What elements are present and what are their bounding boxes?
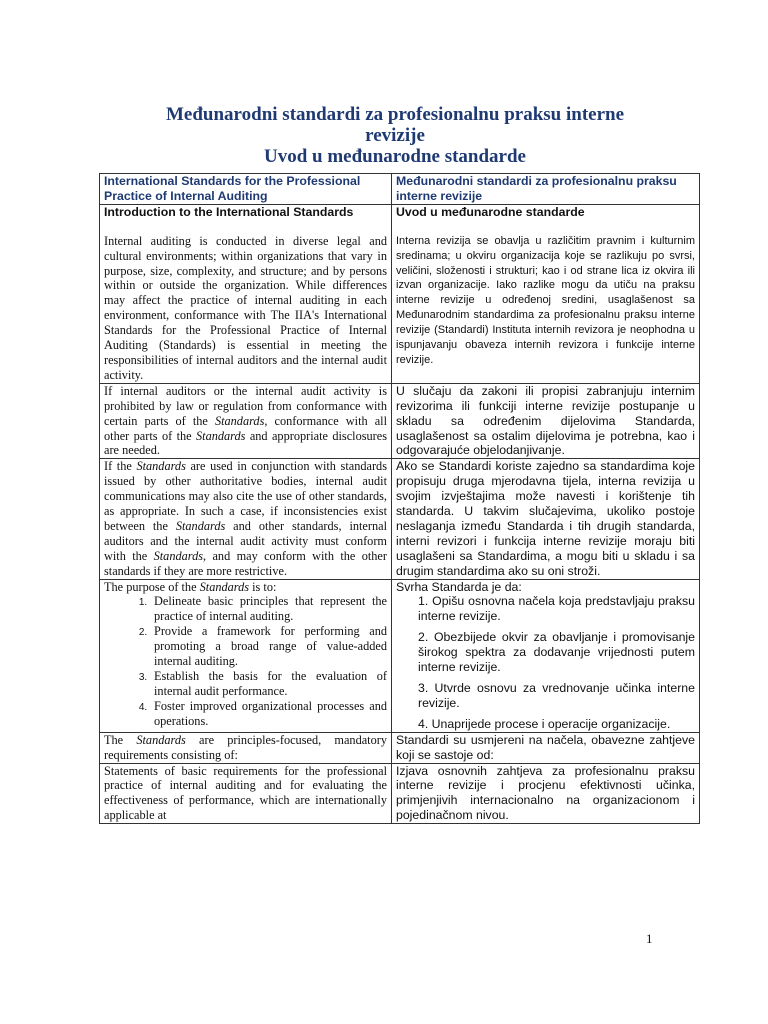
page-number: 1 <box>646 931 653 946</box>
standards-term: Standards <box>153 548 204 563</box>
principles-english <box>100 732 392 763</box>
table-row <box>100 383 700 459</box>
header-bosnian: Međunarodni standardi za profesionalnu praksu interne revizije <box>392 174 700 205</box>
purpose-intro-bosnian: Svrha Standarda je da: <box>396 579 522 594</box>
list-item: 4. Foster improved organizational processes and operations. <box>150 699 387 729</box>
purpose-intro-english <box>104 580 387 595</box>
title-line-3: Uvod u međunarodne standarde <box>263 146 526 167</box>
subheader-english-text: Introduction to the International Standards <box>104 204 354 219</box>
text-run: are used in conjunction with standards issued by other authoritative bodies, internal audit communications may also cite the use of other standards, as appropriate. In such a case, if inconsistencies exist between the <box>104 459 387 533</box>
intro-english: Internal auditing is conducted in diverse legal and cultural environments; within organizations that vary in purpose, size, complexity, and structure; and by persons within or outside the organization. While differences may affect the practice of internal auditing in each environment, conformance with The IIA's International Standards for the Professional Practice of Internal Auditing (Standards) is essential in meeting the responsibilities of internal auditors and the internal audit activity. <box>104 233 387 382</box>
text-run: , and may conform with the other standards if they are more restrictive. <box>104 548 387 578</box>
standards-term: Standards <box>196 428 246 443</box>
table-header-row <box>100 174 700 205</box>
purpose-list-english <box>104 594 387 728</box>
text-run: The <box>104 732 137 747</box>
table-row <box>100 204 700 383</box>
header-english: International Standards for the Professional Practice of Internal Auditing <box>100 174 392 205</box>
list-item: 1. Delineate basic principles that represent the practice of internal auditing. <box>150 594 387 624</box>
subheader-english <box>100 204 392 383</box>
subheader-bosnian <box>392 204 700 383</box>
text-run: are principles-focused, mandatory requirements consisting of: <box>104 732 387 762</box>
document-title <box>100 104 690 167</box>
list-item: 2. Obezbijede okvir za obavljanje i promovisanje širokog spektra za dodavanje vrijednosti putem interne revizije. <box>418 630 695 675</box>
list-item: 3. Establish the basis for the evaluation of internal audit performance. <box>150 669 387 699</box>
table-row <box>100 732 700 763</box>
intro-bosnian: Interna revizija se obavlja u različitim pravnim i kulturnim sredinama; u okviru organizacija koje se razlikuju po svrsi, veličini, složenosti i strukturi; kao i od strane lica iz okvira ili izvan organizacije. Iako razlike mogu da utiču na praksu interne revizije u određenoj sredini, usaglašenost sa Međunarodnim standardima za profesionalnu praksu interne revizije (Standardi) Instituta internih revizora je neophodna u ispunjavanju obaveza internih revizora i funkcije interne revizije. <box>396 234 695 366</box>
purpose-english <box>100 579 392 732</box>
purpose-bosnian <box>392 579 700 732</box>
conjunction-english <box>100 459 392 579</box>
text-run: If the <box>104 459 137 474</box>
list-item: 1. Opišu osnovna načela koja predstavljaju praksu interne revizije. <box>418 594 695 624</box>
text-run: The purpose of the <box>104 579 200 594</box>
table-row <box>100 459 700 579</box>
table-row <box>100 763 700 824</box>
subheader-bosnian-text: Uvod u međunarodne standarde <box>396 204 585 219</box>
prohibited-english <box>100 383 392 459</box>
title-line-1: Međunarodni standardi za profesionalnu praksu interne <box>165 104 625 125</box>
text-run: and appropriate disclosures are needed. <box>104 428 388 458</box>
standards-term: Standards <box>136 732 186 747</box>
statements-english: Statements of basic requirements for the professional practice of internal auditing and for evaluating the effectiveness of performance, which are internationally applicable at <box>100 763 392 824</box>
title-line-2: revizije <box>365 125 425 146</box>
principles-bosnian: Standardi su usmjereni na načela, obavezne zahtjeve koji se sastoje od: <box>392 732 700 763</box>
standards-term: Standards <box>214 413 265 428</box>
standards-term: Standards <box>175 518 226 533</box>
list-item: 2. Provide a framework for performing and promoting a broad range of value-added internal auditing. <box>150 624 387 669</box>
text-run: is to: <box>249 579 277 594</box>
prohibited-bosnian: U slučaju da zakoni ili propisi zabranjuju internim revizorima ili funkciji interne revizije postupanje u skladu sa određenim dijelovima Standarda, usaglašenost sa ostalim dijelovima je potrebna, kao i odgovarajuće objelodanjivanje. <box>392 383 700 459</box>
standards-term: Standards <box>136 459 186 474</box>
text-run: , conformance with all other parts of the <box>104 413 387 443</box>
statements-bosnian: Izjava osnovnih zahtjeva za profesionalnu praksu interne revizije i procjenu efektivnosti učinka, primjenjivih internacionalno na organizacionom i pojedinačnom nivou. <box>392 763 700 824</box>
bilingual-standards-table <box>99 173 700 824</box>
list-item: 4. Unaprijede procese i operacije organizacije. <box>418 716 671 731</box>
text-run: If internal auditors or the internal audit activity is prohibited by law or regulation from conformance with certain parts of the <box>104 383 387 428</box>
text-run: and other standards, internal auditors and the internal audit activity must conform with the <box>104 518 387 563</box>
conjunction-bosnian: Ako se Standardi koriste zajedno sa standardima koje propisuju druga mjerodavna tijela, interna revizija u svojim izvještajima može navesti i korištenje tih standarda. U takvim slučajevima, ukoliko postoje neslaganja između Standarda i tih drugih standarda, interni revizori i funkcija interne revizije moraju biti usaglašeni sa Standardima, a mogu biti u skladu i sa drugim standardima ako su oni stroži. <box>392 459 700 579</box>
list-item: 3. Utvrde osnovu za vrednovanje učinka interne revizije. <box>418 681 695 710</box>
table-row <box>100 579 700 732</box>
standards-term: Standards <box>199 579 250 594</box>
